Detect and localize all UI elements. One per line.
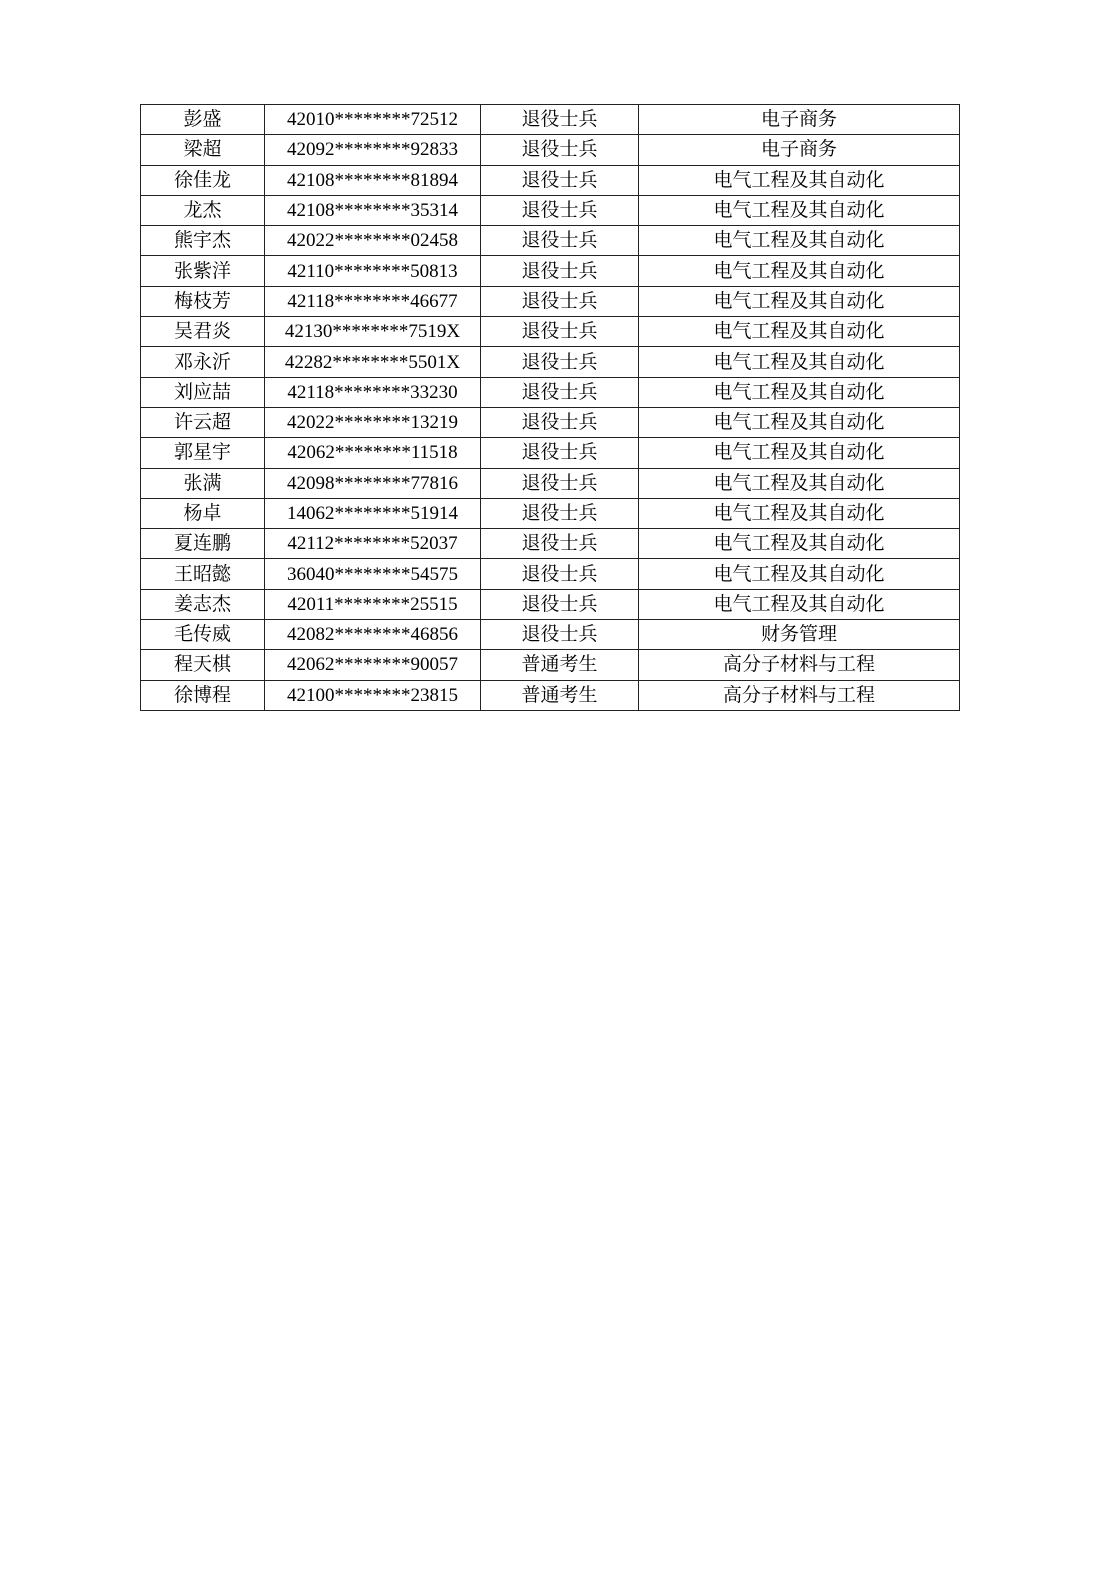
table-row [141,256,960,286]
major-cell: 电气工程及其自动化 [639,407,960,437]
table-row [141,195,960,225]
student-name-cell: 徐博程 [141,680,265,710]
student-name-cell: 梅枝芳 [141,286,265,316]
student-name-cell: 杨卓 [141,498,265,528]
candidate-type-cell: 普通考生 [481,680,639,710]
major-cell: 电气工程及其自动化 [639,438,960,468]
table-row [141,347,960,377]
major-cell: 电气工程及其自动化 [639,347,960,377]
student-name-cell: 徐佳龙 [141,165,265,195]
major-cell: 电气工程及其自动化 [639,529,960,559]
roster-table [140,104,960,711]
candidate-type-cell: 退役士兵 [481,498,639,528]
table-row [141,165,960,195]
student-name-cell: 梁超 [141,135,265,165]
id-number-cell: 42282********5501X [265,347,481,377]
student-name-cell: 吴君炎 [141,317,265,347]
student-name-cell: 郭星宇 [141,438,265,468]
major-cell: 电气工程及其自动化 [639,226,960,256]
student-name-cell: 熊宇杰 [141,226,265,256]
student-name-cell: 许云超 [141,407,265,437]
major-cell: 电气工程及其自动化 [639,377,960,407]
candidate-type-cell: 退役士兵 [481,468,639,498]
major-cell: 电气工程及其自动化 [639,559,960,589]
major-cell: 财务管理 [639,620,960,650]
candidate-type-cell: 退役士兵 [481,165,639,195]
id-number-cell: 42118********46677 [265,286,481,316]
candidate-type-cell: 退役士兵 [481,195,639,225]
id-number-cell: 42100********23815 [265,680,481,710]
table-row [141,105,960,135]
table-row [141,468,960,498]
candidate-type-cell: 退役士兵 [481,347,639,377]
id-number-cell: 42108********81894 [265,165,481,195]
candidate-type-cell: 退役士兵 [481,589,639,619]
id-number-cell: 42062********90057 [265,650,481,680]
candidate-type-cell: 普通考生 [481,650,639,680]
candidate-type-cell: 退役士兵 [481,559,639,589]
table-row [141,438,960,468]
candidate-type-cell: 退役士兵 [481,620,639,650]
student-name-cell: 刘应喆 [141,377,265,407]
id-number-cell: 42130********7519X [265,317,481,347]
table-row [141,650,960,680]
id-number-cell: 42108********35314 [265,195,481,225]
table-row [141,226,960,256]
student-name-cell: 邓永沂 [141,347,265,377]
major-cell: 电气工程及其自动化 [639,195,960,225]
major-cell: 电子商务 [639,135,960,165]
student-name-cell: 姜志杰 [141,589,265,619]
candidate-type-cell: 退役士兵 [481,226,639,256]
id-number-cell: 14062********51914 [265,498,481,528]
candidate-type-cell: 退役士兵 [481,377,639,407]
student-name-cell: 夏连鹏 [141,529,265,559]
student-name-cell: 彭盛 [141,105,265,135]
table-row [141,559,960,589]
id-number-cell: 42022********13219 [265,407,481,437]
id-number-cell: 42098********77816 [265,468,481,498]
student-name-cell: 张满 [141,468,265,498]
id-number-cell: 36040********54575 [265,559,481,589]
id-number-cell: 42022********02458 [265,226,481,256]
id-number-cell: 42110********50813 [265,256,481,286]
major-cell: 电气工程及其自动化 [639,589,960,619]
id-number-cell: 42010********72512 [265,105,481,135]
table-row [141,286,960,316]
student-name-cell: 程天棋 [141,650,265,680]
table-row [141,407,960,437]
table-row [141,589,960,619]
id-number-cell: 42092********92833 [265,135,481,165]
student-name-cell: 王昭懿 [141,559,265,589]
major-cell: 电气工程及其自动化 [639,498,960,528]
student-name-cell: 毛传威 [141,620,265,650]
major-cell: 电气工程及其自动化 [639,165,960,195]
major-cell: 电气工程及其自动化 [639,256,960,286]
candidate-type-cell: 退役士兵 [481,286,639,316]
table-row [141,377,960,407]
major-cell: 高分子材料与工程 [639,680,960,710]
table-row [141,680,960,710]
id-number-cell: 42118********33230 [265,377,481,407]
major-cell: 电气工程及其自动化 [639,468,960,498]
table-row [141,135,960,165]
table-row [141,498,960,528]
candidate-type-cell: 退役士兵 [481,256,639,286]
major-cell: 高分子材料与工程 [639,650,960,680]
table-row [141,317,960,347]
major-cell: 电气工程及其自动化 [639,286,960,316]
major-cell: 电子商务 [639,105,960,135]
id-number-cell: 42112********52037 [265,529,481,559]
id-number-cell: 42082********46856 [265,620,481,650]
student-name-cell: 龙杰 [141,195,265,225]
candidate-type-cell: 退役士兵 [481,105,639,135]
student-name-cell: 张紫洋 [141,256,265,286]
id-number-cell: 42062********11518 [265,438,481,468]
major-cell: 电气工程及其自动化 [639,317,960,347]
id-number-cell: 42011********25515 [265,589,481,619]
table-row [141,529,960,559]
candidate-type-cell: 退役士兵 [481,407,639,437]
candidate-type-cell: 退役士兵 [481,317,639,347]
candidate-type-cell: 退役士兵 [481,438,639,468]
roster-table-body [141,105,960,711]
table-row [141,620,960,650]
candidate-type-cell: 退役士兵 [481,529,639,559]
candidate-type-cell: 退役士兵 [481,135,639,165]
